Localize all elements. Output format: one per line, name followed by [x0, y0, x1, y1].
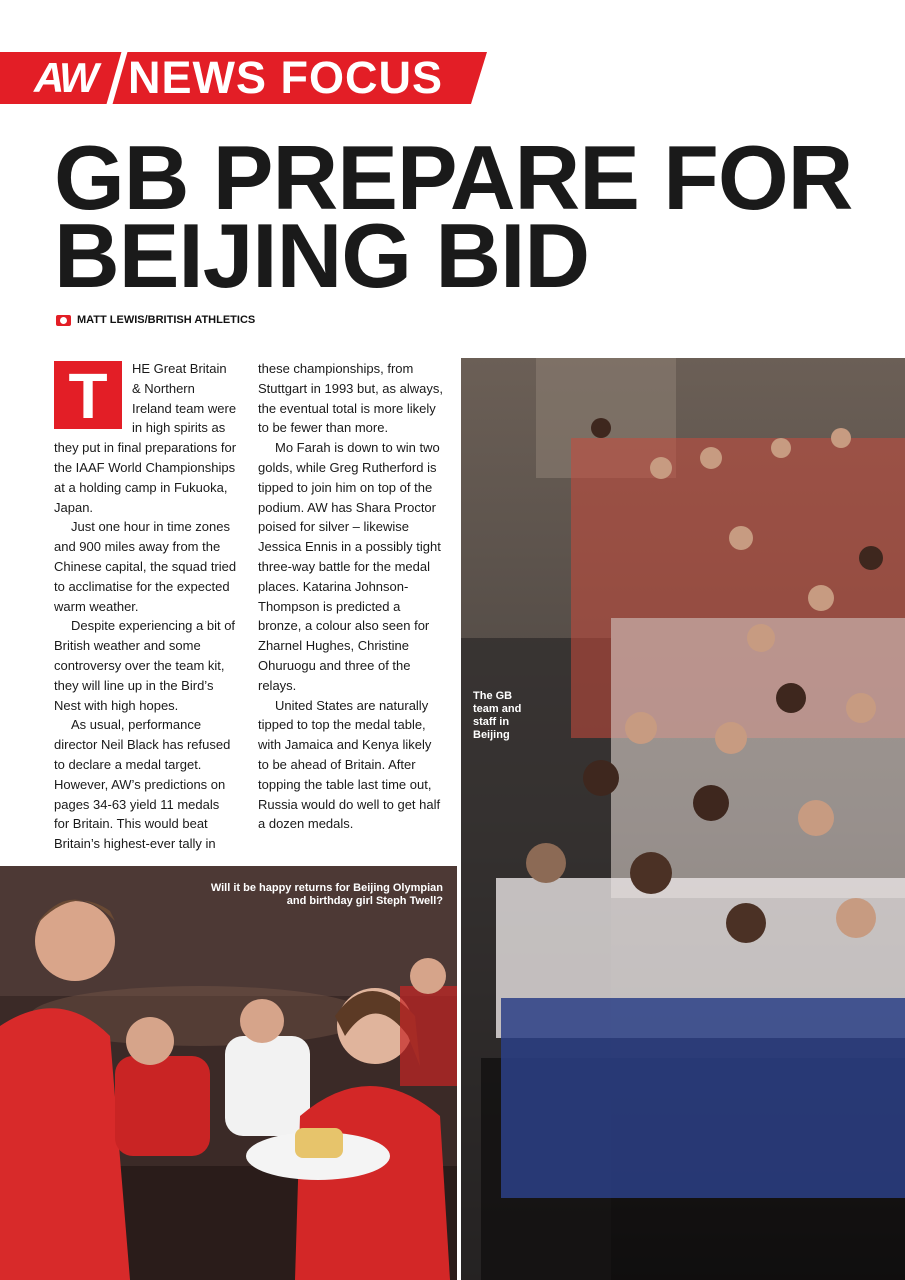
article-paragraph: HE Great Britain & Northern Ireland team were in high spirits as they put in final preparations for the IAAF World Championships at a holding camp in Fukuoka, Japan. — [54, 361, 237, 515]
article-paragraph: Despite experiencing a bit of British weather and some controversy over the team kit, they will line up in the Bird’s Nest with high hopes. — [54, 618, 236, 713]
drop-cap: T — [54, 361, 122, 429]
article-paragraph: As usual, performance director Neil Black has refused to declare a medal target. However, AW’s predictions on pages 34-63 yield 11 medals for Britain. This would beat Britain’s highest-ever tally in — [54, 717, 231, 852]
team-photo-caption: The GB team and staff in Beijing — [473, 690, 522, 741]
camera-icon — [56, 315, 71, 326]
photo-credit — [56, 314, 255, 326]
article-paragraph: Just one hour in time zones and 900 miles away from the Chinese capital, the squad tried to acclimatise for the expected warm weather. — [54, 519, 237, 614]
twell-photo-caption: Will it be happy returns for Beijing Olympian and birthday girl Steph Twell? — [210, 882, 443, 907]
headline-line-1: GB PREPARE FOR — [54, 128, 853, 229]
photo-credit-text: MATT LEWIS/BRITISH ATHLETICS — [77, 314, 256, 326]
article-paragraph: these championships, from Stuttgart in 1993 but, as always, the eventual total is more likely to be fewer than more. — [258, 361, 443, 436]
article-paragraph: United States are naturally tipped to top the medal table, with Jamaica and Kenya likely to be ahead of Britain. After topping the table last time out, Russia would do well to get half a dozen medals. — [258, 697, 441, 832]
team-photo — [461, 358, 905, 1280]
article-paragraph: Mo Farah is down to win two golds, while Greg Rutherford is tipped to join him on top of the podium. AW has Shara Proctor poised for silver – likewise Jessica Ennis in a possibly tight three-way battle for the medal places. Katarina Johnson-Thompson is predicted a bronze, a colour also seen for Zharnel Hughes, Christine Ohuruogu and three of the relays. — [258, 440, 441, 693]
section-title: NEWS FOCUS — [128, 52, 444, 103]
article-column-2 — [258, 359, 444, 834]
twell-photo — [0, 866, 457, 1280]
article-column-1 — [54, 359, 238, 854]
headline-line-2: BEIJING BID — [54, 206, 590, 307]
headline — [54, 128, 894, 307]
brand-logo: AW — [34, 54, 96, 101]
